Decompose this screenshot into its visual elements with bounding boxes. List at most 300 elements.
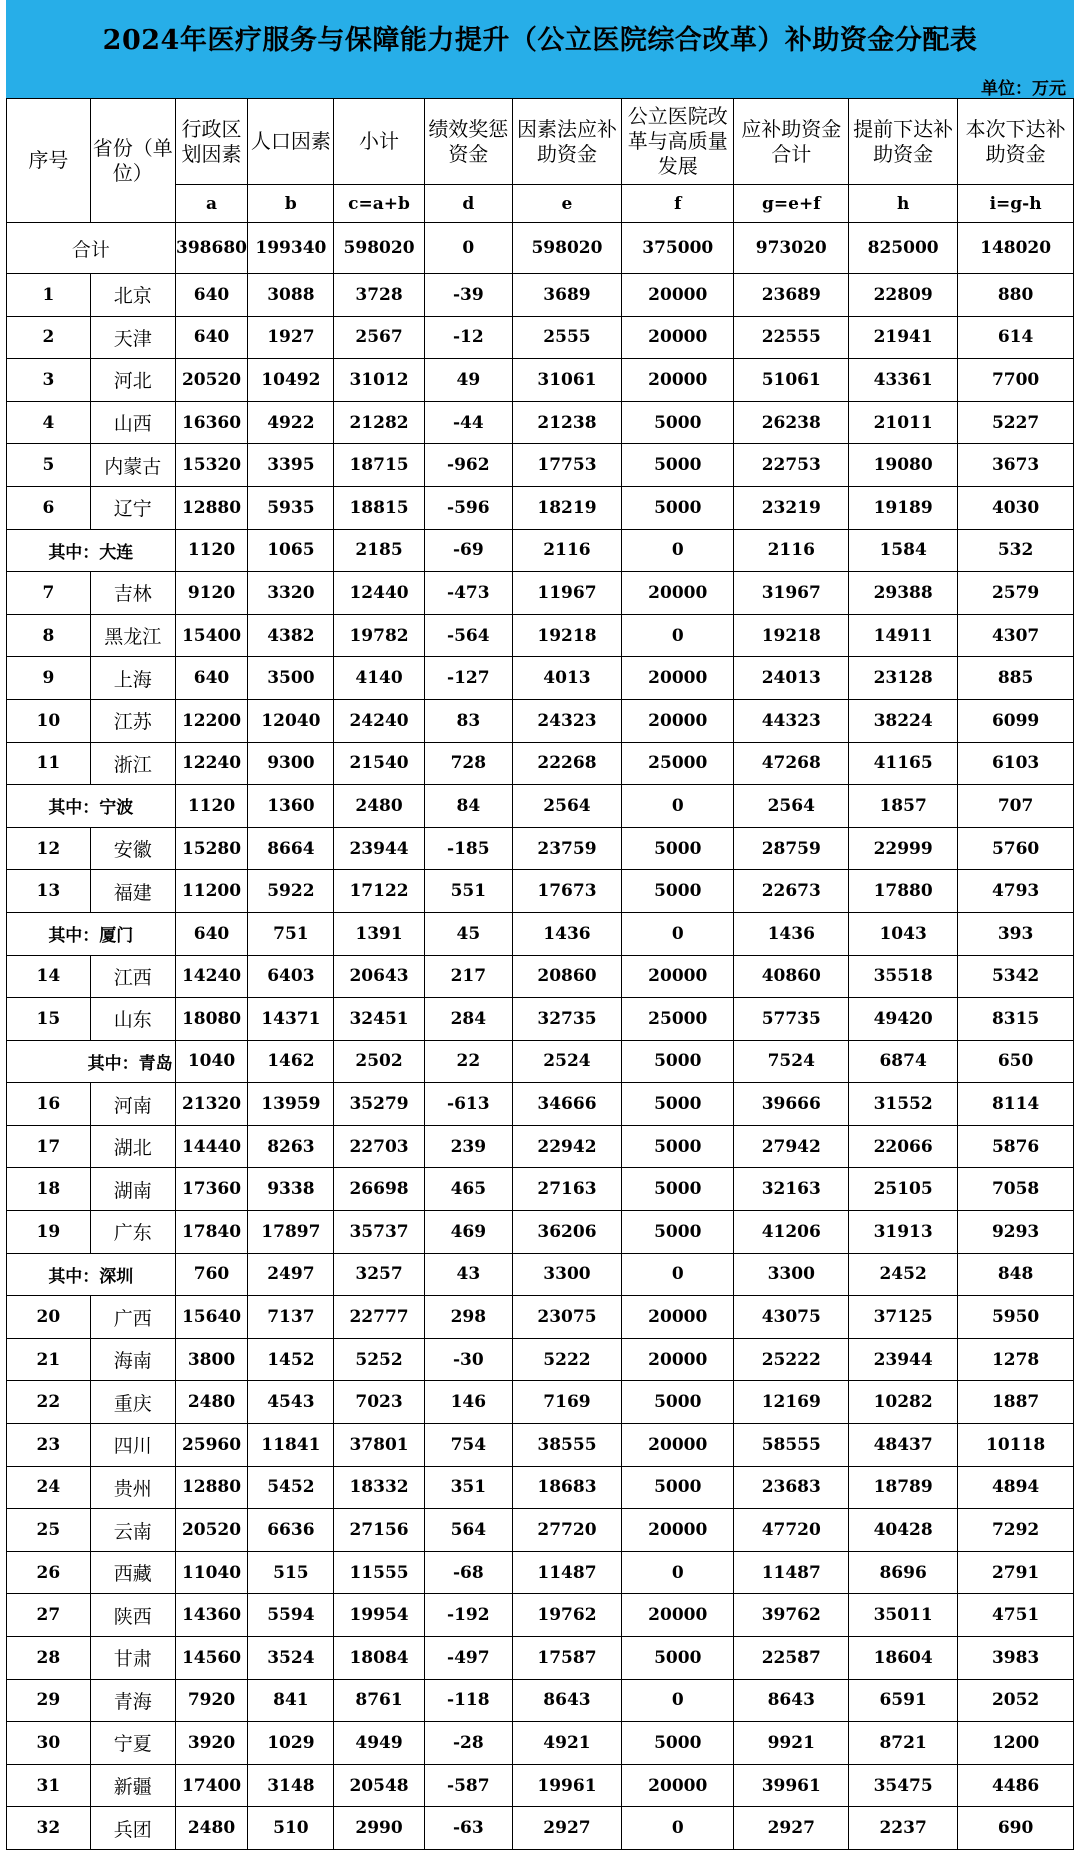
row-province: 江苏 <box>90 699 175 742</box>
cell-d: -473 <box>424 572 512 615</box>
table-row <box>7 274 1074 317</box>
row-province: 山东 <box>90 998 175 1041</box>
row-seq: 12 <box>7 827 91 870</box>
table-row <box>7 1637 1074 1680</box>
row-seq: 17 <box>7 1125 91 1168</box>
cell-h: 21941 <box>849 316 958 359</box>
cell-g: 40860 <box>734 955 849 998</box>
cell-d: -69 <box>424 529 512 572</box>
cell-g: 39961 <box>734 1764 849 1807</box>
row-seq: 18 <box>7 1168 91 1211</box>
cell-a: 17400 <box>175 1764 248 1807</box>
cell-e: 18683 <box>512 1466 621 1509</box>
cell-f: 5000 <box>622 1211 734 1254</box>
cell-g: 43075 <box>734 1296 849 1339</box>
row-province: 陕西 <box>90 1594 175 1637</box>
cell-e: 21238 <box>512 401 621 444</box>
cell-b: 13959 <box>248 1083 334 1126</box>
cell-e: 27720 <box>512 1509 621 1552</box>
header-a: 行政区划因素 <box>175 99 248 185</box>
table-row <box>7 1296 1074 1339</box>
cell-b: 5935 <box>248 486 334 529</box>
row-seq: 22 <box>7 1381 91 1424</box>
cell-a: 11200 <box>175 870 248 913</box>
table-row <box>7 657 1074 700</box>
cell-f: 20000 <box>622 1424 734 1467</box>
cell-e: 34666 <box>512 1083 621 1126</box>
row-province: 广西 <box>90 1296 175 1339</box>
cell-b: 1462 <box>248 1040 334 1083</box>
cell-f: 5000 <box>622 486 734 529</box>
formula-b: b <box>248 185 334 223</box>
cell-h: 48437 <box>849 1424 958 1467</box>
cell-i: 1200 <box>958 1722 1074 1765</box>
cell-c: 24240 <box>334 699 424 742</box>
cell-b: 1927 <box>248 316 334 359</box>
cell-i: 10118 <box>958 1424 1074 1467</box>
cell-b: 515 <box>248 1551 334 1594</box>
cell-f: 5000 <box>622 1168 734 1211</box>
cell-c: 4949 <box>334 1722 424 1765</box>
cell-c: 2990 <box>334 1807 424 1850</box>
cell-e: 19762 <box>512 1594 621 1637</box>
cell-c: 22703 <box>334 1125 424 1168</box>
cell-b: 11841 <box>248 1424 334 1467</box>
table-row <box>7 1764 1074 1807</box>
cell-e: 19218 <box>512 614 621 657</box>
table-row <box>7 699 1074 742</box>
cell-i: 5342 <box>958 955 1074 998</box>
cell-a: 14560 <box>175 1637 248 1680</box>
cell-a: 20520 <box>175 359 248 402</box>
row-seq: 20 <box>7 1296 91 1339</box>
cell-h: 41165 <box>849 742 958 785</box>
cell-e: 19961 <box>512 1764 621 1807</box>
cell-h: 49420 <box>849 998 958 1041</box>
cell-a: 1120 <box>175 785 248 828</box>
cell-g: 24013 <box>734 657 849 700</box>
cell-a: 7920 <box>175 1679 248 1722</box>
table-row <box>7 1040 1074 1083</box>
cell-c: 5252 <box>334 1338 424 1381</box>
table-row <box>7 614 1074 657</box>
cell-e: 17673 <box>512 870 621 913</box>
cell-a: 17840 <box>175 1211 248 1254</box>
cell-a: 640 <box>175 912 248 955</box>
total-h: 825000 <box>849 223 958 274</box>
cell-i: 880 <box>958 274 1074 317</box>
cell-h: 22809 <box>849 274 958 317</box>
cell-g: 23689 <box>734 274 849 317</box>
cell-e: 38555 <box>512 1424 621 1467</box>
cell-g: 9921 <box>734 1722 849 1765</box>
header-row <box>7 99 1074 185</box>
cell-f: 20000 <box>622 1594 734 1637</box>
table-row <box>7 444 1074 487</box>
row-province: 兵团 <box>90 1807 175 1850</box>
cell-h: 10282 <box>849 1381 958 1424</box>
cell-i: 9293 <box>958 1211 1074 1254</box>
cell-d: -564 <box>424 614 512 657</box>
row-seq: 1 <box>7 274 91 317</box>
row-seq: 8 <box>7 614 91 657</box>
row-province: 内蒙古 <box>90 444 175 487</box>
cell-b: 7137 <box>248 1296 334 1339</box>
cell-c: 2567 <box>334 316 424 359</box>
cell-e: 2116 <box>512 529 621 572</box>
cell-e: 2555 <box>512 316 621 359</box>
cell-h: 31913 <box>849 1211 958 1254</box>
cell-g: 39762 <box>734 1594 849 1637</box>
total-d: 0 <box>424 223 512 274</box>
cell-c: 7023 <box>334 1381 424 1424</box>
cell-g: 32163 <box>734 1168 849 1211</box>
document <box>6 0 1074 1850</box>
cell-a: 14360 <box>175 1594 248 1637</box>
cell-d: 351 <box>424 1466 512 1509</box>
cell-i: 5760 <box>958 827 1074 870</box>
cell-e: 31061 <box>512 359 621 402</box>
cell-f: 0 <box>622 1679 734 1722</box>
cell-e: 5222 <box>512 1338 621 1381</box>
row-seq: 7 <box>7 572 91 615</box>
cell-i: 5227 <box>958 401 1074 444</box>
cell-e: 3300 <box>512 1253 621 1296</box>
cell-c: 37801 <box>334 1424 424 1467</box>
cell-i: 707 <box>958 785 1074 828</box>
cell-e: 3689 <box>512 274 621 317</box>
cell-d: -192 <box>424 1594 512 1637</box>
cell-d: 146 <box>424 1381 512 1424</box>
formula-f: f <box>622 185 734 223</box>
cell-c: 35737 <box>334 1211 424 1254</box>
cell-e: 11967 <box>512 572 621 615</box>
row-seq: 29 <box>7 1679 91 1722</box>
cell-i: 2052 <box>958 1679 1074 1722</box>
cell-g: 22753 <box>734 444 849 487</box>
cell-g: 47268 <box>734 742 849 785</box>
row-province: 浙江 <box>90 742 175 785</box>
cell-i: 7700 <box>958 359 1074 402</box>
cell-i: 532 <box>958 529 1074 572</box>
cell-f: 5000 <box>622 827 734 870</box>
cell-h: 21011 <box>849 401 958 444</box>
row-province: 西藏 <box>90 1551 175 1594</box>
cell-i: 614 <box>958 316 1074 359</box>
cell-b: 5452 <box>248 1466 334 1509</box>
cell-h: 2237 <box>849 1807 958 1850</box>
cell-b: 1360 <box>248 785 334 828</box>
cell-c: 3257 <box>334 1253 424 1296</box>
page-title: 2024年医疗服务与保障能力提升（公立医院综合改革）补助资金分配表 <box>102 25 978 56</box>
cell-f: 5000 <box>622 401 734 444</box>
cell-b: 4922 <box>248 401 334 444</box>
cell-h: 25105 <box>849 1168 958 1211</box>
cell-f: 5000 <box>622 870 734 913</box>
cell-f: 5000 <box>622 1466 734 1509</box>
cell-c: 20643 <box>334 955 424 998</box>
unit-label: 单位：万元 <box>981 79 1066 99</box>
cell-f: 0 <box>622 912 734 955</box>
cell-h: 23128 <box>849 657 958 700</box>
row-province: 广东 <box>90 1211 175 1254</box>
formula-d: d <box>424 185 512 223</box>
cell-h: 31552 <box>849 1083 958 1126</box>
allocation-table <box>6 98 1074 1850</box>
cell-h: 1043 <box>849 912 958 955</box>
row-seq: 6 <box>7 486 91 529</box>
cell-f: 25000 <box>622 742 734 785</box>
row-province: 福建 <box>90 870 175 913</box>
cell-e: 36206 <box>512 1211 621 1254</box>
cell-g: 28759 <box>734 827 849 870</box>
row-seq: 10 <box>7 699 91 742</box>
cell-d: 43 <box>424 1253 512 1296</box>
cell-g: 7524 <box>734 1040 849 1083</box>
cell-e: 20860 <box>512 955 621 998</box>
cell-d: 298 <box>424 1296 512 1339</box>
cell-b: 751 <box>248 912 334 955</box>
cell-c: 8761 <box>334 1679 424 1722</box>
header-h: 提前下达补助资金 <box>849 99 958 185</box>
cell-h: 37125 <box>849 1296 958 1339</box>
cell-g: 2927 <box>734 1807 849 1850</box>
row-seq: 5 <box>7 444 91 487</box>
cell-a: 17360 <box>175 1168 248 1211</box>
cell-c: 18084 <box>334 1637 424 1680</box>
cell-a: 25960 <box>175 1424 248 1467</box>
total-c: 598020 <box>334 223 424 274</box>
cell-b: 12040 <box>248 699 334 742</box>
cell-g: 44323 <box>734 699 849 742</box>
cell-b: 5922 <box>248 870 334 913</box>
city-label: 其中：深圳 <box>7 1253 176 1296</box>
row-seq: 13 <box>7 870 91 913</box>
table-row <box>7 1466 1074 1509</box>
table-row <box>7 742 1074 785</box>
row-province: 河北 <box>90 359 175 402</box>
row-seq: 28 <box>7 1637 91 1680</box>
cell-f: 0 <box>622 1551 734 1594</box>
cell-h: 17880 <box>849 870 958 913</box>
row-seq: 26 <box>7 1551 91 1594</box>
cell-f: 20000 <box>622 1764 734 1807</box>
cell-h: 29388 <box>849 572 958 615</box>
cell-e: 1436 <box>512 912 621 955</box>
table-row <box>7 1551 1074 1594</box>
formula-a: a <box>175 185 248 223</box>
header-i: 本次下达补助资金 <box>958 99 1074 185</box>
cell-g: 25222 <box>734 1338 849 1381</box>
row-province: 江西 <box>90 955 175 998</box>
cell-c: 19782 <box>334 614 424 657</box>
cell-b: 3500 <box>248 657 334 700</box>
cell-a: 1120 <box>175 529 248 572</box>
cell-a: 760 <box>175 1253 248 1296</box>
total-label: 合计 <box>7 223 176 274</box>
cell-c: 26698 <box>334 1168 424 1211</box>
table-row <box>7 1253 1074 1296</box>
cell-a: 640 <box>175 274 248 317</box>
row-province: 河南 <box>90 1083 175 1126</box>
cell-f: 5000 <box>622 1083 734 1126</box>
cell-c: 23944 <box>334 827 424 870</box>
row-province: 湖南 <box>90 1168 175 1211</box>
row-province: 贵州 <box>90 1466 175 1509</box>
cell-i: 7292 <box>958 1509 1074 1552</box>
cell-b: 8263 <box>248 1125 334 1168</box>
cell-f: 5000 <box>622 1125 734 1168</box>
cell-c: 27156 <box>334 1509 424 1552</box>
cell-d: -613 <box>424 1083 512 1126</box>
cell-a: 1040 <box>175 1040 248 1083</box>
header-c: 小计 <box>334 99 424 185</box>
cell-g: 12169 <box>734 1381 849 1424</box>
cell-c: 2502 <box>334 1040 424 1083</box>
row-province: 吉林 <box>90 572 175 615</box>
cell-e: 7169 <box>512 1381 621 1424</box>
cell-h: 19080 <box>849 444 958 487</box>
cell-f: 0 <box>622 614 734 657</box>
cell-c: 18815 <box>334 486 424 529</box>
row-seq: 3 <box>7 359 91 402</box>
city-label: 其中：大连 <box>7 529 176 572</box>
cell-h: 38224 <box>849 699 958 742</box>
cell-b: 3088 <box>248 274 334 317</box>
cell-g: 27942 <box>734 1125 849 1168</box>
cell-a: 11040 <box>175 1551 248 1594</box>
cell-a: 12200 <box>175 699 248 742</box>
cell-d: 45 <box>424 912 512 955</box>
cell-b: 10492 <box>248 359 334 402</box>
row-province: 辽宁 <box>90 486 175 529</box>
header-g: 应补助资金合计 <box>734 99 849 185</box>
cell-c: 21282 <box>334 401 424 444</box>
cell-h: 18789 <box>849 1466 958 1509</box>
row-seq: 9 <box>7 657 91 700</box>
cell-g: 22587 <box>734 1637 849 1680</box>
table-row <box>7 359 1074 402</box>
cell-h: 22999 <box>849 827 958 870</box>
row-seq: 23 <box>7 1424 91 1467</box>
cell-a: 640 <box>175 657 248 700</box>
cell-g: 31967 <box>734 572 849 615</box>
table-row <box>7 955 1074 998</box>
table-row <box>7 529 1074 572</box>
cell-a: 12240 <box>175 742 248 785</box>
total-b: 199340 <box>248 223 334 274</box>
row-seq: 32 <box>7 1807 91 1850</box>
cell-c: 1391 <box>334 912 424 955</box>
cell-g: 3300 <box>734 1253 849 1296</box>
cell-c: 18332 <box>334 1466 424 1509</box>
table-row <box>7 827 1074 870</box>
total-g: 973020 <box>734 223 849 274</box>
cell-i: 5876 <box>958 1125 1074 1168</box>
row-province: 青海 <box>90 1679 175 1722</box>
cell-d: -44 <box>424 401 512 444</box>
header-f: 公立医院改革与高质量发展 <box>622 99 734 185</box>
cell-i: 4751 <box>958 1594 1074 1637</box>
formula-g: g=e+f <box>734 185 849 223</box>
cell-a: 2480 <box>175 1381 248 1424</box>
cell-e: 23759 <box>512 827 621 870</box>
cell-a: 640 <box>175 316 248 359</box>
cell-e: 23075 <box>512 1296 621 1339</box>
cell-i: 5950 <box>958 1296 1074 1339</box>
cell-b: 5594 <box>248 1594 334 1637</box>
cell-g: 23683 <box>734 1466 849 1509</box>
cell-h: 19189 <box>849 486 958 529</box>
cell-b: 17897 <box>248 1211 334 1254</box>
cell-g: 1436 <box>734 912 849 955</box>
cell-g: 47720 <box>734 1509 849 1552</box>
cell-a: 3800 <box>175 1338 248 1381</box>
cell-i: 4307 <box>958 614 1074 657</box>
cell-b: 14371 <box>248 998 334 1041</box>
cell-i: 650 <box>958 1040 1074 1083</box>
table-row <box>7 401 1074 444</box>
cell-i: 8114 <box>958 1083 1074 1126</box>
cell-f: 20000 <box>622 1296 734 1339</box>
cell-h: 18604 <box>849 1637 958 1680</box>
cell-g: 39666 <box>734 1083 849 1126</box>
cell-f: 0 <box>622 529 734 572</box>
table-row <box>7 1381 1074 1424</box>
cell-i: 6099 <box>958 699 1074 742</box>
table-row <box>7 1083 1074 1126</box>
table-row <box>7 870 1074 913</box>
total-e: 598020 <box>512 223 621 274</box>
cell-i: 848 <box>958 1253 1074 1296</box>
cell-d: 84 <box>424 785 512 828</box>
cell-b: 8664 <box>248 827 334 870</box>
table-row <box>7 1168 1074 1211</box>
cell-g: 11487 <box>734 1551 849 1594</box>
cell-a: 2480 <box>175 1807 248 1850</box>
cell-i: 393 <box>958 912 1074 955</box>
cell-d: 564 <box>424 1509 512 1552</box>
table-row <box>7 1211 1074 1254</box>
cell-i: 7058 <box>958 1168 1074 1211</box>
row-province: 安徽 <box>90 827 175 870</box>
row-province: 云南 <box>90 1509 175 1552</box>
cell-e: 32735 <box>512 998 621 1041</box>
cell-b: 6403 <box>248 955 334 998</box>
cell-c: 11555 <box>334 1551 424 1594</box>
cell-e: 17753 <box>512 444 621 487</box>
formula-h: h <box>849 185 958 223</box>
cell-g: 23219 <box>734 486 849 529</box>
cell-d: -39 <box>424 274 512 317</box>
cell-g: 22555 <box>734 316 849 359</box>
cell-d: -185 <box>424 827 512 870</box>
cell-g: 41206 <box>734 1211 849 1254</box>
cell-c: 22777 <box>334 1296 424 1339</box>
cell-e: 11487 <box>512 1551 621 1594</box>
row-province: 黑龙江 <box>90 614 175 657</box>
cell-c: 2480 <box>334 785 424 828</box>
cell-f: 20000 <box>622 359 734 402</box>
row-province: 北京 <box>90 274 175 317</box>
row-province: 湖北 <box>90 1125 175 1168</box>
cell-b: 1452 <box>248 1338 334 1381</box>
cell-h: 8696 <box>849 1551 958 1594</box>
cell-h: 1857 <box>849 785 958 828</box>
cell-c: 20548 <box>334 1764 424 1807</box>
cell-c: 17122 <box>334 870 424 913</box>
cell-f: 20000 <box>622 699 734 742</box>
